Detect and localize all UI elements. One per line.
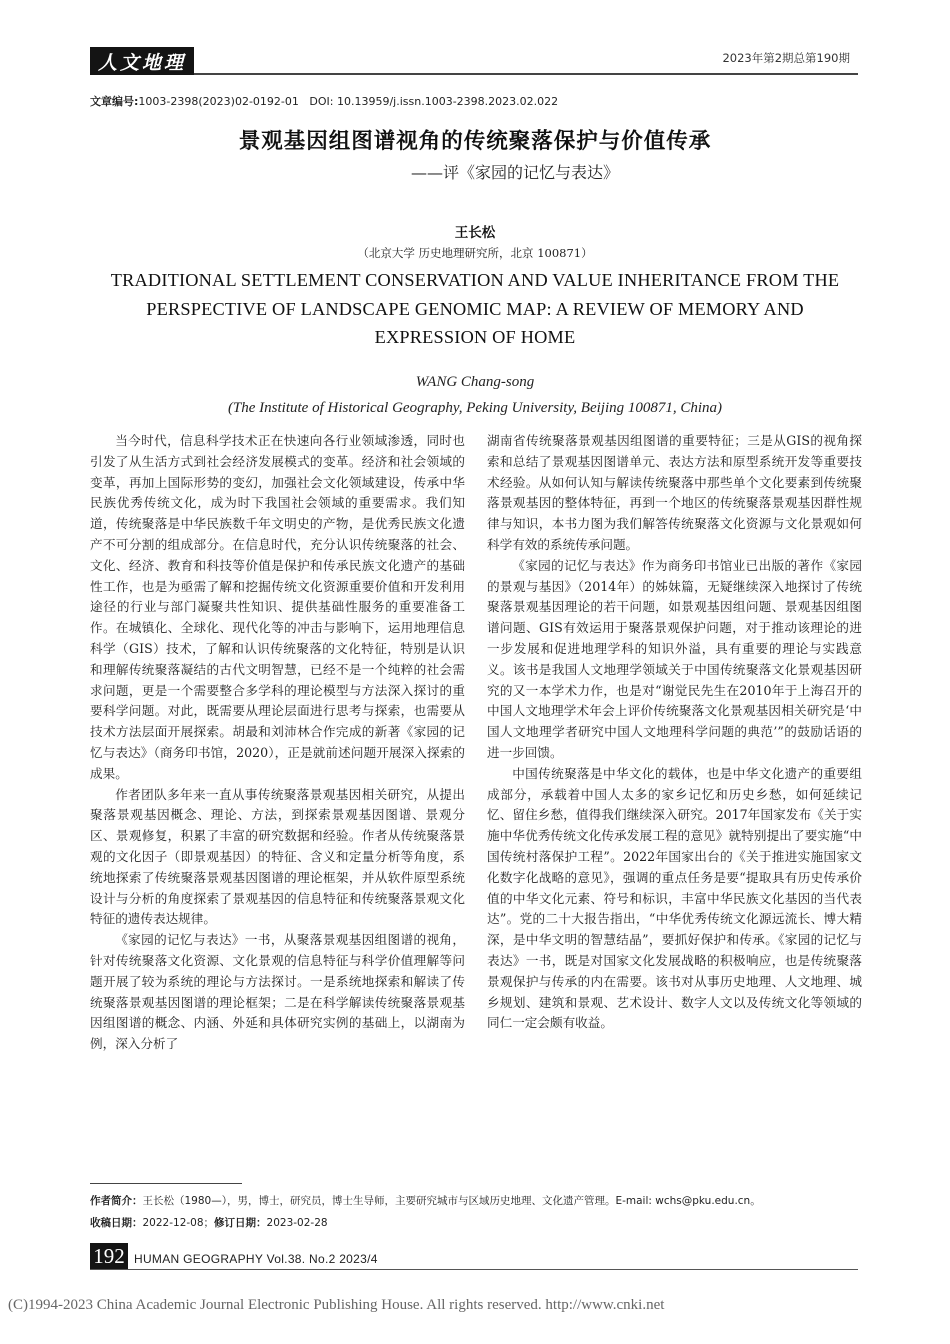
author-bio-footnote (90, 1193, 761, 1208)
english-title-line: TRADITIONAL SETTLEMENT CONSERVATION AND VALUE INHERITANCE FROM THE (110, 270, 840, 290)
copyright-line: (C)1994-2023 China Academic Journal Electronic Publishing House. All rights reserved. http://www.cnki.net (8, 1297, 665, 1313)
article-subtitle: ——评《家园的记忆与表达》 (410, 163, 619, 182)
english-title (95, 266, 855, 352)
body-paragraph: 《家园的记忆与表达》一书，从聚落景观基因组图谱的视角，针对传统聚落文化资源、文化景观的信息特征与科学价值理解等问题开展了较为系统的理论与方法探讨。一是系统地探索和解读了传统聚落景观基因图谱的理论框架；二是在科学解读传统聚落景观基因组图谱的概念、内涵、外延和具体研究实例的基础上，以湖南为例，深入分析了 (90, 932, 465, 1052)
author-name: 王长松 (454, 225, 496, 241)
footnote-rule (90, 1183, 242, 1184)
author-bio-label: 作者简介： (90, 1195, 143, 1207)
revised-label: 修订日期： (214, 1217, 267, 1229)
received-date: 2022-12-08； (142, 1217, 215, 1229)
author-bio-text: 王长松（1980—），男，博士，研究员，博士生导师，主要研究城市与区域历史地理、文化遗产管理。E-mail: wchs@pku.edu.cn。 (142, 1195, 761, 1207)
article-no: 1003-2398(2023)02-0192-01 (138, 95, 299, 108)
header-rule (194, 73, 858, 75)
received-label: 收稿日期： (90, 1217, 143, 1229)
doi-label: DOI: (309, 95, 334, 108)
article-meta (90, 93, 558, 109)
english-title-line: PERSPECTIVE OF LANDSCAPE GENOMIC MAP: A REVIEW OF MEMORY AND (146, 298, 804, 319)
body-paragraph: 中国传统聚落是中华文化的载体，也是中华文化遗产的重要组成部分，承载着中国人太多的家乡记忆和历史乡愁，如何延续记忆、留住乡愁，值得我们继续深入研究。2017年国家发布《关于实施中华优秀传统文化传承发展工程的意见》就特别提出了要实施“中国传统村落保护工程”。2022年国家出台的《关于推进实施国家文化数字化战略的意见》，强调的重点任务是要“提取具有历史传承价值的中华文化元素、符号和标识，丰富中华民族文化基因的当代表达”。党的二十大报告指出，“中华优秀传统文化源远流长、博大精深，是中华文明的智慧结晶”，要抓好保护和传承。《家园的记忆与表达》一书，既是对国家文化发展战略的积极响应，也是传统聚落景观保护与传承的内在需要。该书对从事历史地理、人文地理、城乡规划、建筑和景观、艺术设计、数字人文以及传统文化等领域的同仁一定会颇有收益。 (487, 765, 862, 1031)
issue-info: 2023年第2期总第190期 (722, 51, 850, 65)
article-title: 景观基因组图谱视角的传统聚落保护与价值传承 (238, 129, 712, 154)
journal-section-tag: 人文地理 (90, 47, 194, 75)
body-column-left (90, 431, 465, 1055)
article-no-label: 文章编号: (90, 95, 139, 108)
english-title-line: EXPRESSION OF HOME (374, 327, 576, 347)
english-author: WANG Chang-song (415, 374, 535, 390)
english-affiliation: (The Institute of Historical Geography, Peking University, Beijing 100871, China) (227, 400, 723, 416)
page-number: 192 (90, 1243, 128, 1269)
footer-rule (90, 1269, 858, 1270)
body-paragraph: 当今时代，信息科学技术正在快速向各行业领域渗透，同时也引发了从生活方式到社会经济发展模式的变革。经济和社会领域的变革，再加上国际形势的变幻，加强社会文化领域建设，传承中华民族优秀传统文化，成为时下我国社会领域的重要需求。我们知道，传统聚落是中华民族数千年文明史的产物，是优秀民族文化遗产不可分割的组成部分。在信息时代，充分认识传统聚落的社会、文化、经济、教育和科技等价值是保护和传承民族文化遗产的基础性工作，也是为亟需了解和挖掘传统文化资源重要价值和开发利用途径的行业与部门凝聚共性知识、提供基础性服务的重要准备工作。在城镇化、全球化、现代化等的冲击与影响下，运用地理信息科学（GIS）技术，了解和认识传统聚落的文化特征，特别是认识和理解传统聚落凝结的古代文明智慧，已经不是一个纯粹的社会需求问题，更是一个需要整合多学科的理论模型与方法深入探讨的重要科学问题。对此，既需要从理论层面进行思考与探索，也需要从技术方法层面开展探索。胡最和刘沛林合作完成的新著《家园的记忆与表达》（商务印书馆，2020），正是就前述问题开展深入探索的成果。 (90, 433, 465, 781)
body-paragraph-continued: 湖南省传统聚落景观基因组图谱的重要特征；三是从GIS的视角探索和总结了景观基因图谱单元、表达方法和原型系统开发等重要技术经验。从如何认知与解读传统聚落中那些单个文化要素到传统聚落景观基因的整体特征，再到一个地区的传统聚落景观基因群性规律与知识，本书力图为我们解答传统聚落文化资源与文化景观如何科学有效的系统传承问题。 (487, 433, 862, 552)
body-paragraph: 作者团队多年来一直从事传统聚落景观基因相关研究，从提出聚落景观基因概念、理论、方法，到探索景观基因图谱、景观分区、景观修复，积累了丰富的研究数据和经验。作者从传统聚落景观的文化因子（即景观基因）的特征、含义和定量分析等角度，系统地探索了传统聚落景观基因图谱的理论框架，并从软件原型系统设计与分析的角度探索了景观基因的信息特征和传统聚落景观文化特征的遗传表达规律。 (90, 786, 465, 927)
author-affiliation: （北京大学 历史地理研究所，北京 100871） (357, 246, 593, 260)
doi-value[interactable]: 10.13959/j.issn.1003-2398.2023.02.022 (336, 95, 559, 108)
revised-date: 2023-02-28 (266, 1217, 328, 1229)
body-column-right (487, 431, 862, 1034)
dates-footnote (90, 1215, 328, 1230)
body-paragraph: 《家园的记忆与表达》作为商务印书馆业已出版的著作《家园的景观与基因》（2014年）的姊妹篇，无疑继续深入地探讨了传统聚落景观基因理论的若干问题，如景观基因组问题、景观基因组图谱问题、GIS有效运用于聚落景观保护问题，对于推动该理论的进一步发展和促进地理学科的知识外溢，具有重要的理论与实践意义。该书是我国人文地理学领域关于中国传统聚落文化景观基因研究的又一本学术力作，也是对“谢觉民先生在2010年于上海召开的中国人文地理学术年会上评价传统聚落文化景观基因相关研究是‘中国人文地理学者研究中国人文地理科学问题的典范’”的鼓励话语的进一步回馈。 (487, 557, 862, 760)
journal-footer: HUMAN GEOGRAPHY Vol.38. No.2 2023/4 (134, 1252, 378, 1266)
